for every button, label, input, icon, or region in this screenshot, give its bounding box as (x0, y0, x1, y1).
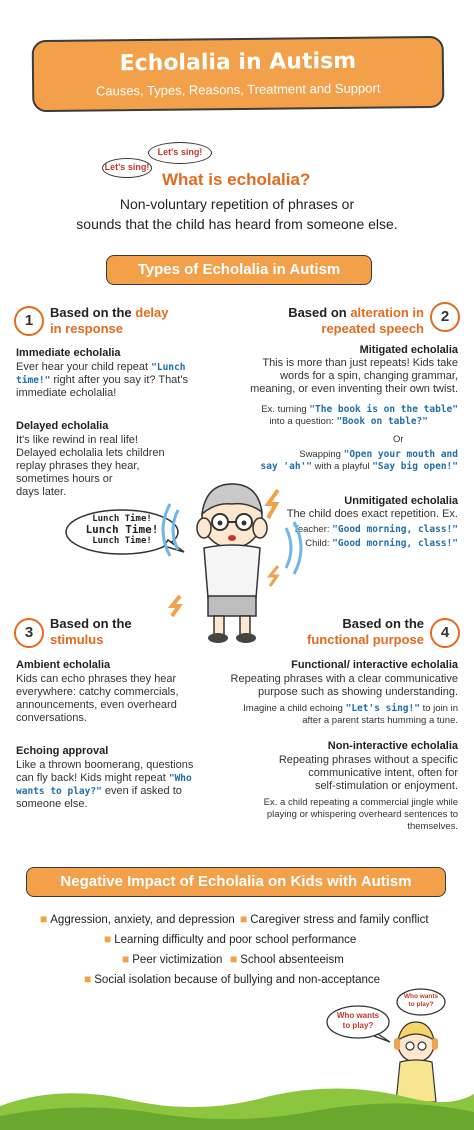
type3-heading-hl: stimulus (50, 632, 104, 647)
mitigated-example-1 (200, 404, 458, 428)
footer-big-l1: Who wants (336, 1011, 380, 1020)
non-l2: communicative intent, often for (308, 767, 458, 779)
impact-item (40, 912, 235, 927)
impact-text-5: School absenteeism (240, 954, 344, 966)
footer-bubble-small-text (396, 993, 446, 1009)
speech-bubble-large: Let's sing! (148, 142, 212, 164)
non-interactive-example (200, 797, 458, 833)
ambient-l2: everywhere: catchy commercials, (16, 686, 179, 698)
non-interactive-title: Non-interactive echolalia (327, 740, 458, 752)
type4-heading-l1: Based on the (342, 616, 424, 631)
delayed-l4: sometimes hours or (16, 473, 113, 485)
immediate-quote-2: time!" (16, 375, 51, 386)
ambient-l4: conversations. (16, 712, 87, 724)
type4-heading-hl: functional purpose (307, 632, 424, 647)
ex2-quote: "Open your mouth and (343, 449, 458, 460)
teacher-label: Teacher: (293, 524, 333, 535)
approval-l2: can fly back! Kids might repeat (16, 772, 169, 784)
approval-l3: even if asked to (101, 785, 182, 797)
footer-bubble-small (396, 988, 446, 1018)
type3-heading (50, 616, 132, 648)
non-ex3: themselves. (407, 821, 458, 832)
non-interactive-text (200, 754, 458, 793)
type1-heading-plain: Based on the (50, 305, 136, 320)
number-badge-2: 2 (430, 302, 460, 332)
ex1-quote: "The book is on the table" (309, 404, 458, 415)
delayed-l5: days later. (16, 486, 67, 498)
ex1-mid: into a question: (269, 416, 337, 427)
unmitigated-title: Unmitigated echolalia (344, 495, 458, 507)
type3-heading-l1: Based on the (50, 616, 132, 631)
ex1-quote2: "Book on table?" (336, 416, 428, 427)
impact-text-6: Social isolation because of bullying and non-acceptance (94, 974, 381, 986)
functional-example (200, 703, 458, 727)
type2-heading-hl2: repeated speech (321, 321, 424, 336)
teacher-quote: "Good morning, class!" (332, 524, 458, 535)
approval-l1: Like a thrown boomerang, questions (16, 759, 194, 771)
impact-item (240, 912, 429, 927)
child-label: Child: (305, 538, 333, 549)
impact-item (104, 932, 356, 947)
types-ribbon: Types of Echolalia in Autism (106, 255, 372, 285)
type2-heading (230, 305, 424, 337)
delayed-l1: It's like rewind in real life! (16, 434, 138, 446)
definition-line-1: Non-voluntary repetition of phrases or (119, 196, 355, 212)
title-banner (32, 36, 445, 112)
footer-small-l2: to play? (408, 1001, 434, 1008)
puzzle-icon: ■ (84, 972, 92, 986)
immediate-title: Immediate echolalia (16, 347, 121, 359)
non-ex1: Ex. a child repeating a commercial jingle while (263, 797, 458, 808)
definition-line-2: sounds that the child has heard from someone else. (76, 216, 398, 232)
approval-title: Echoing approval (16, 745, 109, 757)
approval-text (16, 759, 226, 811)
func-ex2: to join in (419, 703, 458, 714)
or-text: Or (393, 434, 404, 445)
functional-l2: purpose such as showing understanding. (258, 686, 458, 698)
type2-heading-plain: Based on (288, 305, 351, 320)
delayed-l2: Delayed echolalia lets children (16, 447, 165, 459)
impact-item (122, 952, 222, 967)
ex2-mid: with a playful (312, 461, 373, 472)
mitigated-title: Mitigated echolalia (359, 344, 458, 356)
impact-item (84, 972, 380, 987)
mitigated-text (200, 357, 458, 396)
child-quote: "Good morning, class!" (332, 538, 458, 549)
puzzle-icon: ■ (230, 952, 238, 966)
ex1-pre: Ex. turning (261, 404, 310, 415)
mitigated-l2: words for a spin, changing grammar, (280, 370, 458, 382)
speech-bubble-small: Let's sing! (102, 158, 152, 178)
negative-impact-ribbon: Negative Impact of Echolalia on Kids with Autism (26, 867, 446, 897)
type4-heading (230, 616, 424, 648)
func-quote: "Let's sing!" (345, 703, 420, 714)
impact-text-2: Caregiver stress and family conflict (250, 914, 429, 926)
non-ex2: playing or whispering overheard sentences to (266, 809, 458, 820)
functional-l1: Repeating phrases with a clear communicative (230, 673, 458, 685)
lunch-line-3: Lunch Time! (92, 536, 152, 546)
type1-heading-hl2: in response (50, 321, 123, 336)
puzzle-icon: ■ (104, 932, 112, 946)
approval-l4: someone else. (16, 798, 88, 810)
non-l3: self-stimulation or enjoyment. (314, 780, 458, 792)
immediate-l2: right after you say it? That's (50, 374, 188, 386)
ambient-l3: announcements, even overheard (16, 699, 177, 711)
puzzle-icon: ■ (240, 912, 248, 926)
ex2-quote2: "Say big open!" (372, 461, 458, 472)
footer-small-l1: Who wants (403, 993, 439, 1000)
immediate-quote-1: "Lunch (151, 362, 186, 373)
number-badge-3: 3 (14, 618, 44, 648)
type1-heading (50, 305, 169, 337)
delayed-title: Delayed echolalia (16, 420, 109, 432)
footer-big-l2: to play? (342, 1021, 374, 1030)
immediate-l3: immediate echolalia! (16, 387, 117, 399)
func-ex3: after a parent starts humming a tune. (302, 715, 458, 726)
type1-heading-hl: delay (135, 305, 169, 320)
page-title: Echolalia in Autism (119, 48, 357, 77)
mitigated-l1: This is more than just repeats! Kids take (262, 357, 458, 369)
immediate-text (16, 361, 216, 400)
puzzle-icon: ■ (40, 912, 48, 926)
definition-text (0, 194, 474, 234)
non-l1: Repeating phrases without a specific (278, 754, 458, 766)
ambient-l1: Kids can echo phrases they hear (16, 673, 177, 685)
func-ex1: Imagine a child echoing (243, 703, 346, 714)
what-is-heading: What is echolalia? (162, 170, 311, 189)
delayed-l3: replay phrases they hear, (16, 460, 140, 472)
mitigated-l3: meaning, or even inventing their own twist. (250, 383, 458, 395)
immediate-l1: Ever hear your child repeat (16, 361, 152, 373)
unmitigated-text: The child does exact repetition. Ex. (286, 508, 458, 520)
page-subtitle: Causes, Types, Reasons, Treatment and Support (95, 80, 381, 99)
lunch-line-1: Lunch Time! (92, 514, 152, 524)
ex2-pre: Swapping (299, 449, 344, 460)
functional-title: Functional/ interactive echolalia (291, 659, 458, 671)
impact-text-1: Aggression, anxiety, and depression (50, 914, 235, 926)
approval-quote-2: wants to play?" (16, 786, 102, 797)
puzzle-icon: ■ (122, 952, 130, 966)
impact-item (230, 952, 344, 967)
impact-text-4: Peer victimization (132, 954, 223, 966)
impact-text-3: Learning difficulty and poor school performance (114, 934, 357, 946)
number-badge-4: 4 (430, 618, 460, 648)
type2-heading-hl: alteration in (350, 305, 424, 320)
lunch-line-2: Lunch Time! (85, 523, 159, 536)
ex2-quote-b: say 'ah'" (260, 461, 312, 472)
ambient-title: Ambient echolalia (16, 659, 111, 671)
grass-footer (0, 1076, 474, 1130)
ambient-text (16, 673, 226, 725)
number-badge-1: 1 (14, 306, 44, 336)
approval-quote-1: "Who (168, 773, 192, 784)
functional-text (200, 673, 458, 699)
